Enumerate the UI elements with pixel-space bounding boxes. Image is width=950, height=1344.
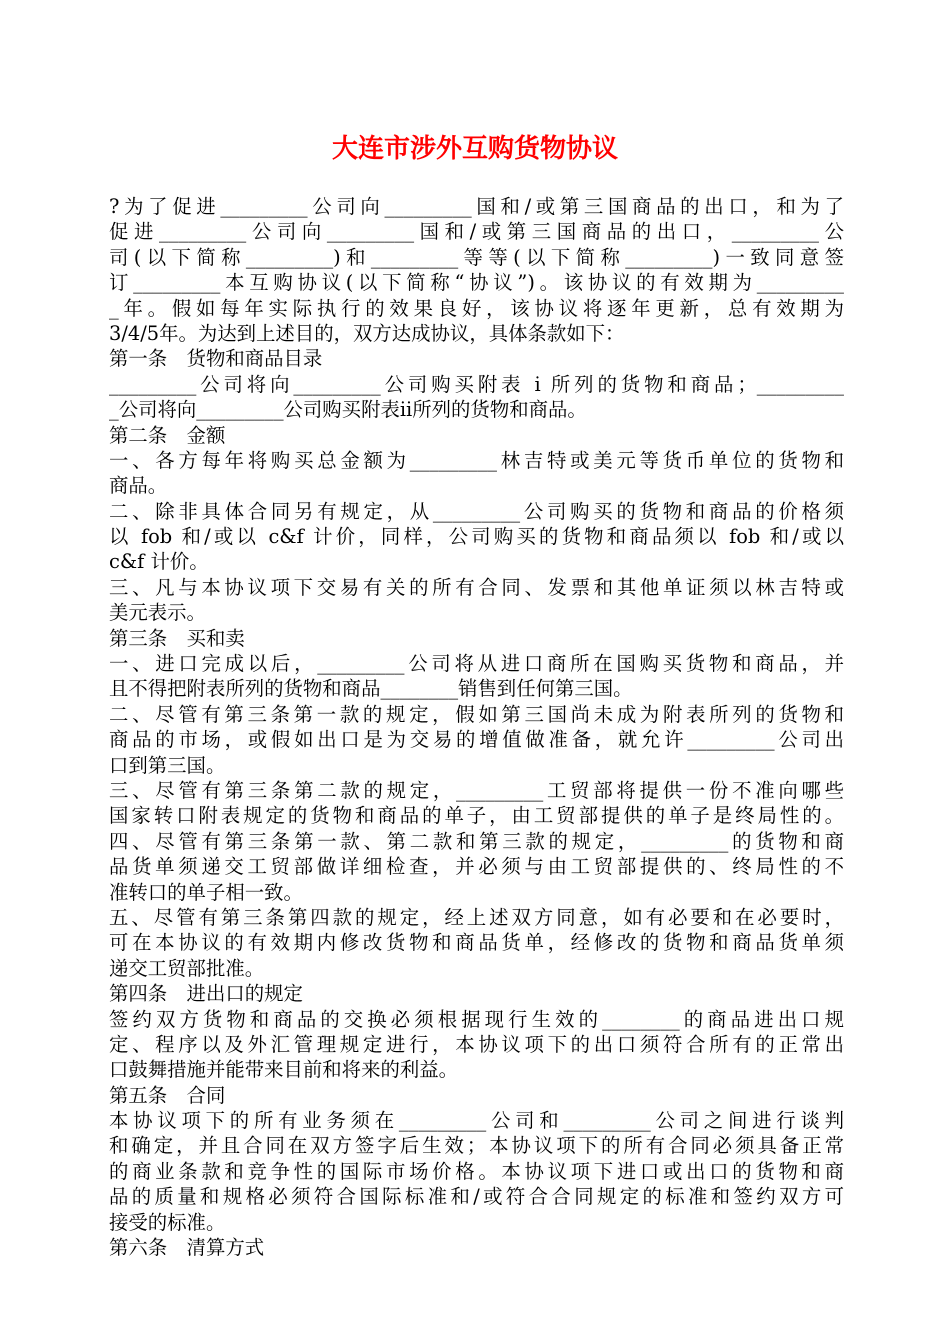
text-line: 第一条 货物和商品目录 <box>109 347 323 371</box>
text-line: 商品。 <box>109 474 168 498</box>
text-line: 国家转口附表规定的货物和商品的单子，由工贸部提供的单子是终局性的。 <box>109 804 844 828</box>
text-line: 接受的标准。 <box>109 1210 226 1234</box>
text-line: 第二条 金额 <box>109 423 226 447</box>
text-line: 二、尽管有第三条第一款的规定，假如第三国尚未成为附表所列的货物和 <box>109 702 844 726</box>
text-line: 且不得把附表所列的货物和商品________销售到任何第三国。 <box>109 677 633 701</box>
text-line: 司(以下简称_________)和_________等等(以下简称_________)一致同意签 <box>109 245 844 269</box>
text-line: 口鼓舞措施并能带来目前和将来的利益。 <box>109 1058 459 1082</box>
text-line: _________公司将向_________公司购买附表 i 所列的货物和商品；_________ <box>109 372 844 396</box>
text-line: 品的质量和规格必须符合国际标准和/或符合合同规定的标准和签约双方可 <box>109 1185 844 1209</box>
text-line: 3/4/5年。为达到上述目的，双方达成协议，具体条款如下： <box>109 321 625 345</box>
text-line: 商品的市场，或假如出口是为交易的增值做准备，就允许_________公司出 <box>109 728 844 752</box>
text-line: 美元表示。 <box>109 601 206 625</box>
text-line: 本协议项下的所有业务须在_________公司和_________公司之间进行谈判 <box>109 1109 844 1133</box>
text-line: 三、尽管有第三条第二款的规定，_________工贸部将提供一份不准向哪些 <box>109 778 844 802</box>
text-line: 第三条 买和卖 <box>109 626 245 650</box>
text-line: 以 fob 和/或以 c&f 计价，同样，公司购买的货物和商品须以 fob 和/或以 <box>109 525 844 549</box>
text-line: 的商业条款和竞争性的国际市场价格。本协议项下进口或出口的货物和商 <box>109 1159 844 1183</box>
document-title: 大连市涉外互购货物协议 <box>331 134 618 164</box>
text-line: 一、各方每年将购买总金额为_________林吉特或美元等货币单位的货物和 <box>109 448 844 472</box>
text-line: 第四条 进出口的规定 <box>109 982 303 1006</box>
text-line: 一、进口完成以后，_________公司将从进口商所在国购买货物和商品，并 <box>109 652 844 676</box>
text-line: 第六条 清算方式 <box>109 1236 265 1260</box>
text-line: 第五条 合同 <box>109 1083 226 1107</box>
text-line: c&f 计价。 <box>109 550 209 574</box>
text-line: 五、尽管有第三条第四款的规定，经上述双方同意，如有必要和在必要时， <box>109 905 844 929</box>
text-line: ?为了促进_________公司向_________国和/或第三国商品的出口，和为了 <box>109 195 844 218</box>
document-body <box>109 194 844 1260</box>
text-line: 四、尽管有第三条第一款、第二款和第三款的规定，_________的货物和商 <box>109 829 844 853</box>
text-line: 定、程序以及外汇管理规定进行，本协议项下的出口须符合所有的正常出 <box>109 1032 844 1056</box>
text-line: 订_________本互购协议(以下简称“协议”)。该协议的有效期为_________ <box>109 271 844 295</box>
text-line: _年。假如每年实际执行的效果良好，该协议将逐年更新，总有效期为 <box>109 296 844 320</box>
text-line: 递交工贸部批准。 <box>109 956 265 980</box>
text-line: 准转口的单子相一致。 <box>109 880 303 904</box>
text-line: 签约双方货物和商品的交换必须根据现行生效的________的商品进出口规 <box>109 1007 844 1031</box>
text-line: 三、凡与本协议项下交易有关的所有合同、发票和其他单证须以林吉特或 <box>109 575 844 599</box>
text-line: 可在本协议的有效期内修改货物和商品货单，经修改的货物和商品货单须 <box>109 931 844 955</box>
text-line: 促进_________公司向_________国和/或第三国商品的出口，_________公 <box>109 220 844 244</box>
text-line: 品货单须递交工贸部做详细检查，并必须与由工贸部提供的、终局性的不 <box>109 855 844 879</box>
text-line: _公司将向_________公司购买附表ii所列的货物和商品。 <box>109 398 587 422</box>
text-line: 和确定，并且合同在双方签字后生效；本协议项下的所有合同必须具备正常 <box>109 1134 844 1158</box>
text-line: 口到第三国。 <box>109 753 226 777</box>
text-line: 二、除非具体合同另有规定，从_________公司购买的货物和商品的价格须 <box>109 499 844 523</box>
